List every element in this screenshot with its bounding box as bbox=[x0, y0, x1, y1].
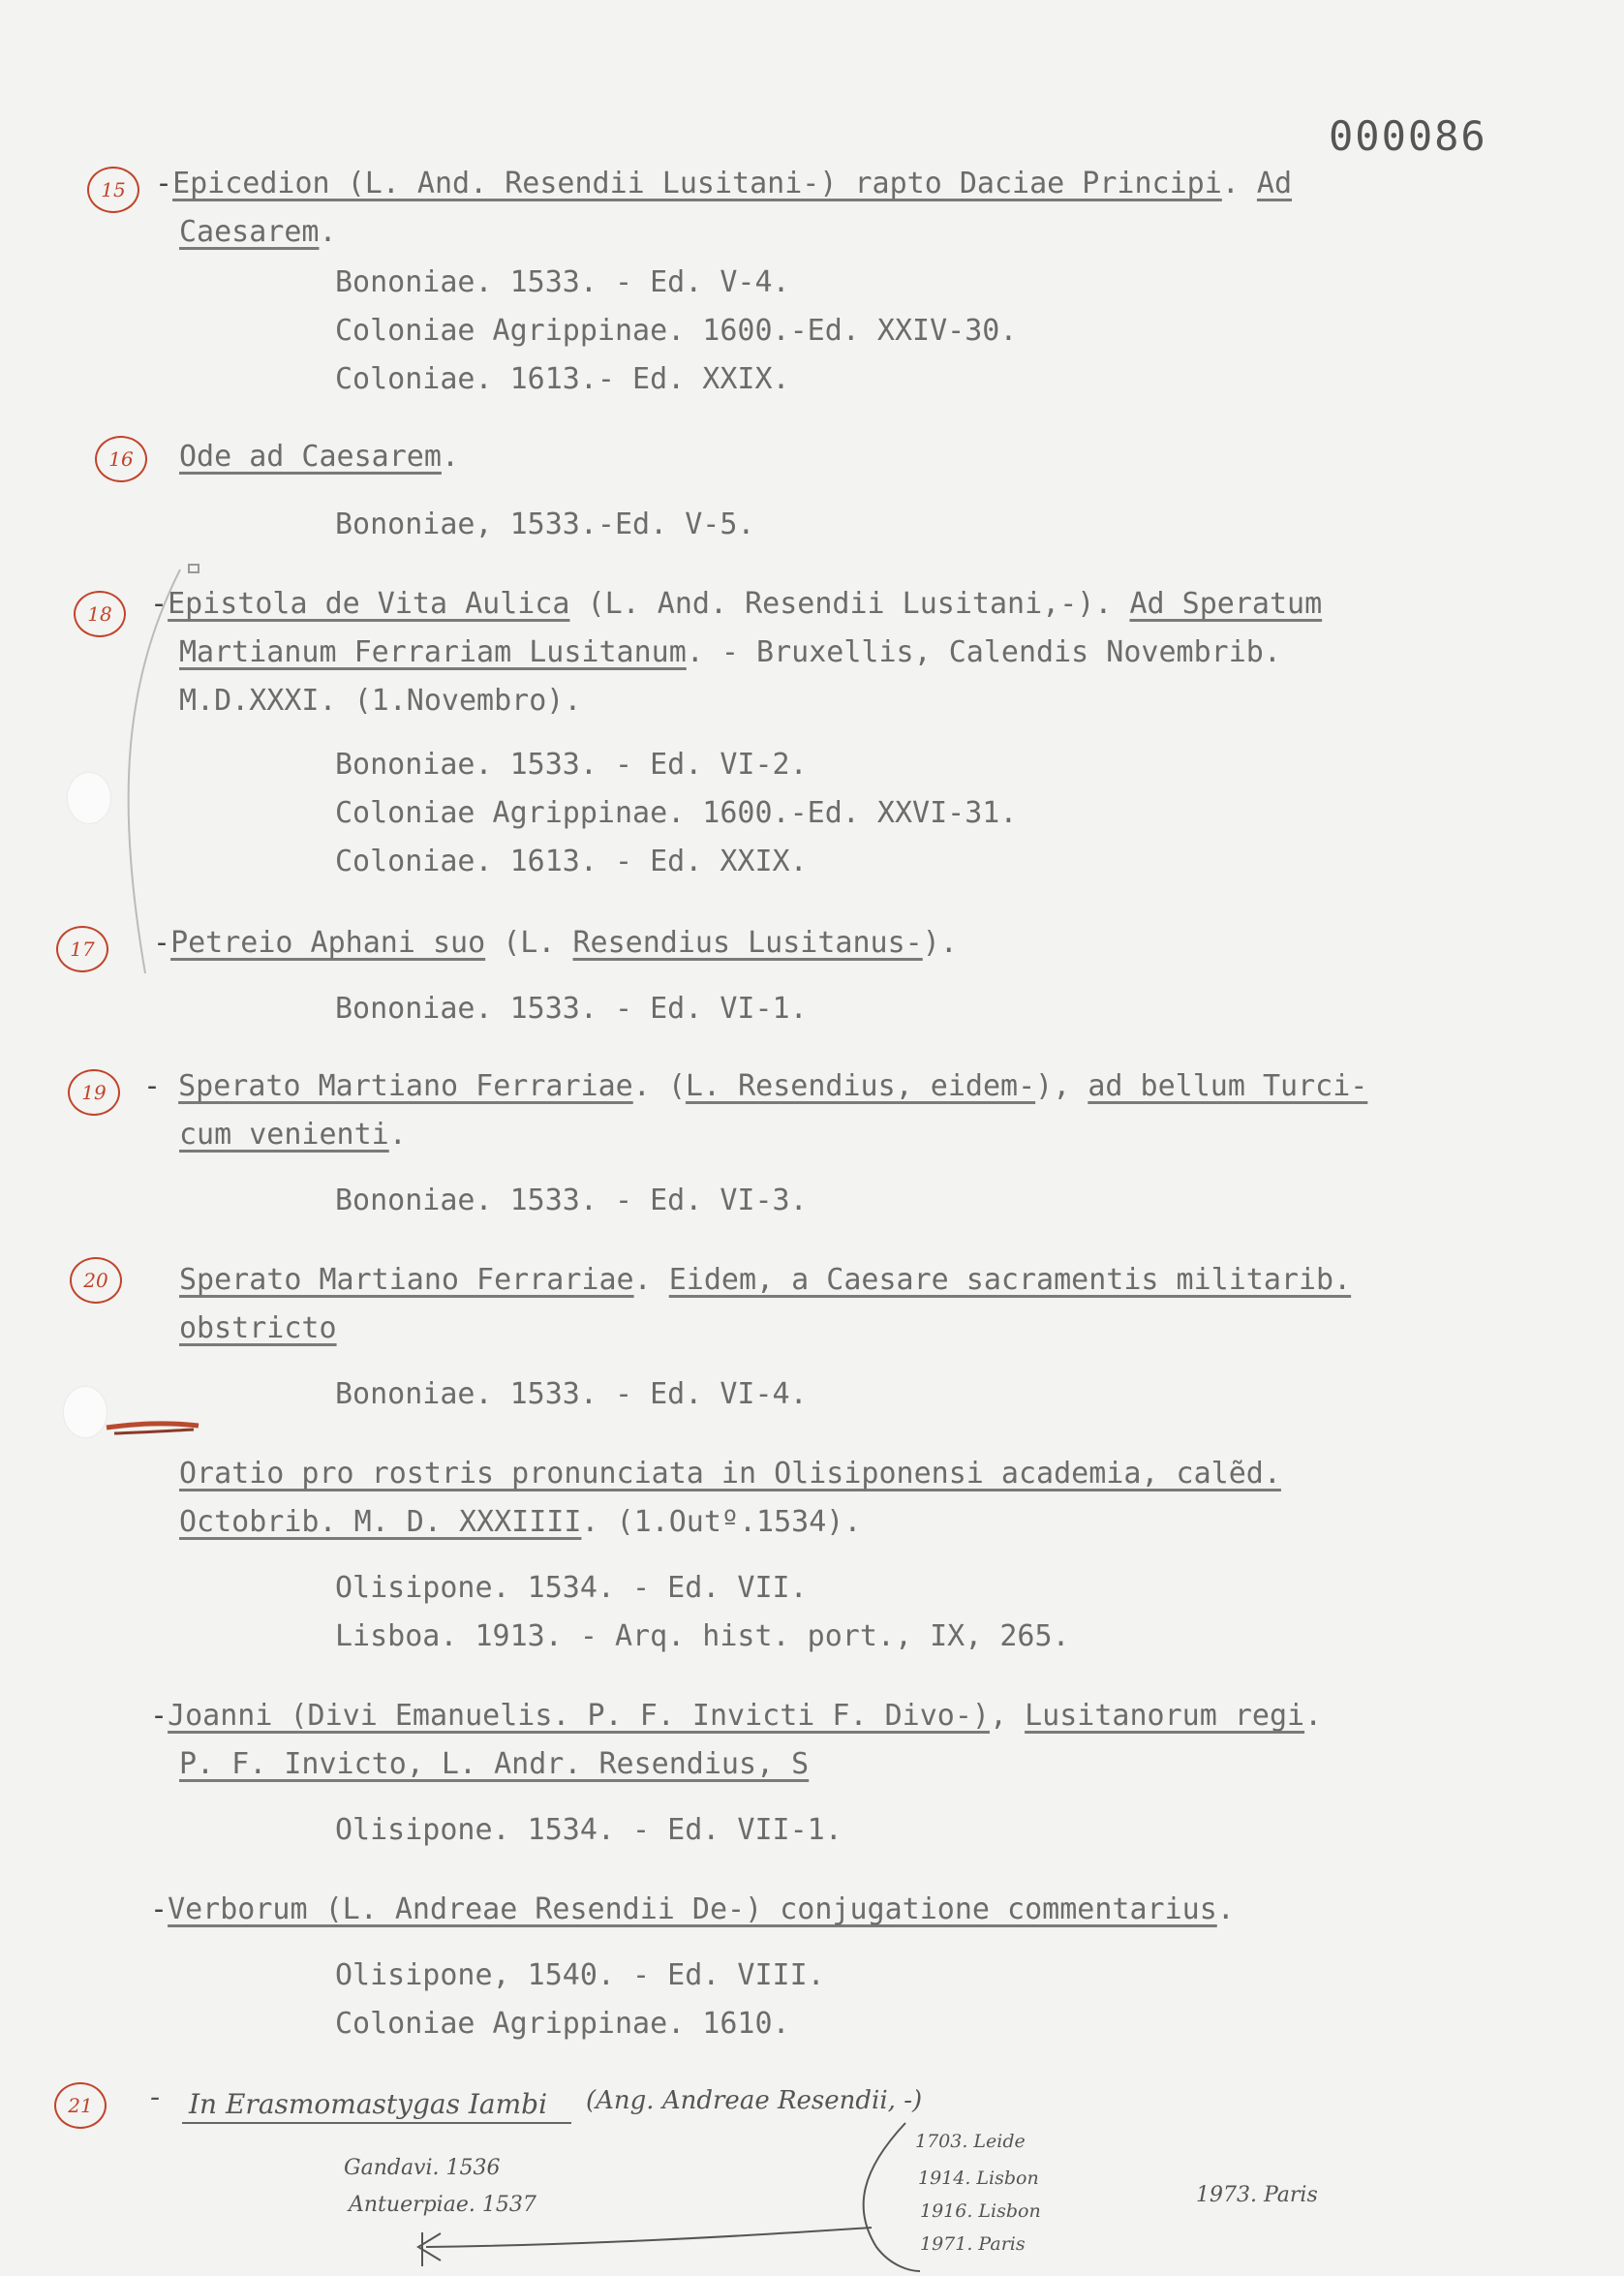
edition-line: Olisipone. 1534. - Ed. VII. bbox=[335, 1571, 808, 1605]
entry-title-line bbox=[155, 165, 1292, 203]
entry-title: Verborum (L. Andreae Resendii De-) conjugatione commentarius bbox=[168, 1892, 1217, 1926]
entry-dash: - bbox=[153, 926, 171, 960]
handwritten-edition: Antuerpiae. 1537 bbox=[349, 2193, 536, 2217]
entry-subtitle: . - Bruxellis, Calendis Novembrib. bbox=[686, 635, 1281, 669]
handwritten-edition: 1971. Paris bbox=[920, 2233, 1026, 2255]
edition-line: Lisboa. 1913. - Arq. hist. port., IX, 265. bbox=[335, 1619, 1070, 1653]
edition-line: Bononiae. 1533. - Ed. V-4. bbox=[335, 265, 790, 299]
entry-punct: . bbox=[319, 215, 337, 249]
edition-line: Olisipone, 1540. - Ed. VIII. bbox=[335, 1958, 825, 1992]
entry-dash: - bbox=[143, 1069, 179, 1103]
entry-title-continued: Ad Speratum bbox=[1129, 587, 1323, 621]
entry-number-marker: 20 bbox=[70, 1257, 122, 1304]
edition-line: Bononiae. 1533. - Ed. VI-2. bbox=[335, 748, 808, 782]
edition-line: Coloniae. 1613. - Ed. XXIX. bbox=[335, 845, 808, 878]
entry-punct: . bbox=[633, 1263, 669, 1297]
handwritten-edition: 1914. Lisbon bbox=[918, 2168, 1039, 2189]
entry-author: Resendius Lusitanus- bbox=[572, 926, 923, 960]
entry-dash: - bbox=[150, 1892, 169, 1926]
edition-line: Bononiae. 1533. - Ed. VI-3. bbox=[335, 1184, 808, 1217]
edition-line: Bononiae. 1533. - Ed. VI-1. bbox=[335, 992, 808, 1026]
entry-title: Joanni (Divi Emanuelis. P. F. Invicti F. Divo-) bbox=[168, 1699, 990, 1733]
entry-title-continued: Lusitanorum regi bbox=[1025, 1699, 1305, 1733]
entry-title-line bbox=[179, 1455, 1281, 1493]
entry-title-line bbox=[150, 585, 1322, 624]
entry-title-line bbox=[179, 1503, 861, 1542]
entry-punct: . bbox=[441, 440, 459, 474]
punch-hole-bottom bbox=[64, 1387, 107, 1437]
red-arrow-mark-2 bbox=[114, 1430, 194, 1433]
pencil-guide-line bbox=[129, 569, 180, 973]
entry-title-line bbox=[179, 438, 459, 477]
red-arrow-mark bbox=[107, 1424, 199, 1428]
entry-dash: - bbox=[150, 587, 169, 621]
edition-line: Coloniae. 1613.- Ed. XXIX. bbox=[335, 362, 790, 396]
entry-date: . (1.Outº.1534). bbox=[581, 1505, 862, 1539]
entry-title: Petreio Aphani suo bbox=[170, 926, 486, 960]
entry-title-continued: Octobrib. M. D. XXXIIII bbox=[179, 1505, 582, 1539]
handwritten-edition: Gandavi. 1536 bbox=[344, 2156, 501, 2180]
entry-title: Sperato Martiano Ferrariae bbox=[178, 1069, 633, 1103]
entry-number-marker: 15 bbox=[87, 167, 139, 213]
entry-subtitle: (L. And. Resendii Lusitani,-). bbox=[569, 587, 1130, 621]
entry-title-line bbox=[179, 1116, 407, 1154]
entry-title: Epistola de Vita Aulica bbox=[168, 587, 570, 621]
entry-title-line bbox=[179, 213, 337, 252]
entry-title-continued: ad bellum Turci- bbox=[1088, 1069, 1368, 1103]
entry-punct: . bbox=[388, 1118, 407, 1152]
entry-number-marker: 19 bbox=[68, 1069, 120, 1116]
entry-title: Oratio pro rostris pronunciata in Olisiponensi academia, calẽd. bbox=[179, 1457, 1281, 1491]
entry-title-continued: P. F. Invicto, L. Andr. Resendius, S bbox=[179, 1747, 810, 1781]
entry-punct: ). bbox=[922, 926, 958, 960]
page-number: 000086 bbox=[1329, 112, 1487, 160]
entry-punct: (L. bbox=[485, 926, 573, 960]
entry-title-line bbox=[150, 1697, 1322, 1736]
entry-punct: . bbox=[1221, 167, 1257, 200]
entry-title-continued: Caesarem bbox=[179, 215, 320, 249]
edition-line: Coloniae Agrippinae. 1600.-Ed. XXVI-31. bbox=[335, 796, 1018, 830]
entry-title-line bbox=[150, 1891, 1235, 1929]
entry-number-marker: 21 bbox=[54, 2082, 107, 2129]
arrow-head bbox=[418, 2233, 441, 2261]
entry-title: Epicedion (L. And. Resendii Lusitani-) rapto Daciae Principi bbox=[172, 167, 1222, 200]
handwritten-edition: 1973. Paris bbox=[1196, 2183, 1318, 2207]
arrow-line bbox=[426, 2228, 872, 2247]
handwritten-edition: 1916. Lisbon bbox=[920, 2200, 1041, 2222]
entry-title-line bbox=[179, 1261, 1351, 1300]
entry-title-line bbox=[179, 1745, 809, 1784]
entry-title-continued: Martianum Ferrariam Lusitanum bbox=[179, 635, 687, 669]
entry-number-marker: 18 bbox=[74, 591, 126, 637]
entry-dash: - bbox=[150, 1699, 169, 1733]
entry-punct: ), bbox=[1035, 1069, 1088, 1103]
edition-line: Coloniae Agrippinae. 1600.-Ed. XXIV-30. bbox=[335, 314, 1018, 348]
entry-number-marker: 16 bbox=[95, 436, 147, 482]
edition-line: Bononiae, 1533.-Ed. V-5. bbox=[335, 507, 755, 541]
edition-line: Olisipone. 1534. - Ed. VII-1. bbox=[335, 1813, 843, 1847]
handwritten-edition: 1703. Leide bbox=[915, 2131, 1026, 2152]
entry-title-continued: obstricto bbox=[179, 1311, 337, 1345]
handwritten-author: (Ang. Andreae Resendii, -) bbox=[586, 2086, 923, 2115]
entry-title-line bbox=[143, 1067, 1367, 1106]
entry-title-line bbox=[179, 633, 1281, 672]
entry-title-line bbox=[179, 1309, 337, 1348]
entry-punct: . bbox=[1304, 1699, 1323, 1733]
entry-author: L. Resendius, eidem- bbox=[685, 1069, 1036, 1103]
entry-title-continued: Ad bbox=[1256, 167, 1293, 200]
entry-punct: . bbox=[1216, 1892, 1235, 1926]
entry-title-line: M.D.XXXI. (1.Novembro). bbox=[179, 684, 582, 718]
handwritten-title: In Erasmomastygas Iambi bbox=[189, 2088, 548, 2120]
entry-title: Sperato Martiano Ferrariae bbox=[179, 1263, 634, 1297]
punch-hole-top bbox=[68, 773, 110, 823]
entry-title: Ode ad Caesarem bbox=[179, 440, 442, 474]
entry-dash: - bbox=[155, 167, 173, 200]
handwritten-dash: - bbox=[150, 2080, 161, 2114]
entry-punct: . ( bbox=[632, 1069, 686, 1103]
pencil-tick bbox=[189, 565, 199, 572]
entry-title-continued: cum venienti bbox=[179, 1118, 389, 1152]
entry-title-line bbox=[153, 924, 958, 963]
entry-title-continued: Eidem, a Caesare sacramentis militarib. bbox=[668, 1263, 1352, 1297]
bracket-line bbox=[864, 2123, 920, 2271]
entry-number-marker: 17 bbox=[56, 926, 108, 972]
entry-punct: , bbox=[989, 1699, 1026, 1733]
edition-line: Coloniae Agrippinae. 1610. bbox=[335, 2007, 790, 2041]
edition-line: Bononiae. 1533. - Ed. VI-4. bbox=[335, 1377, 808, 1411]
